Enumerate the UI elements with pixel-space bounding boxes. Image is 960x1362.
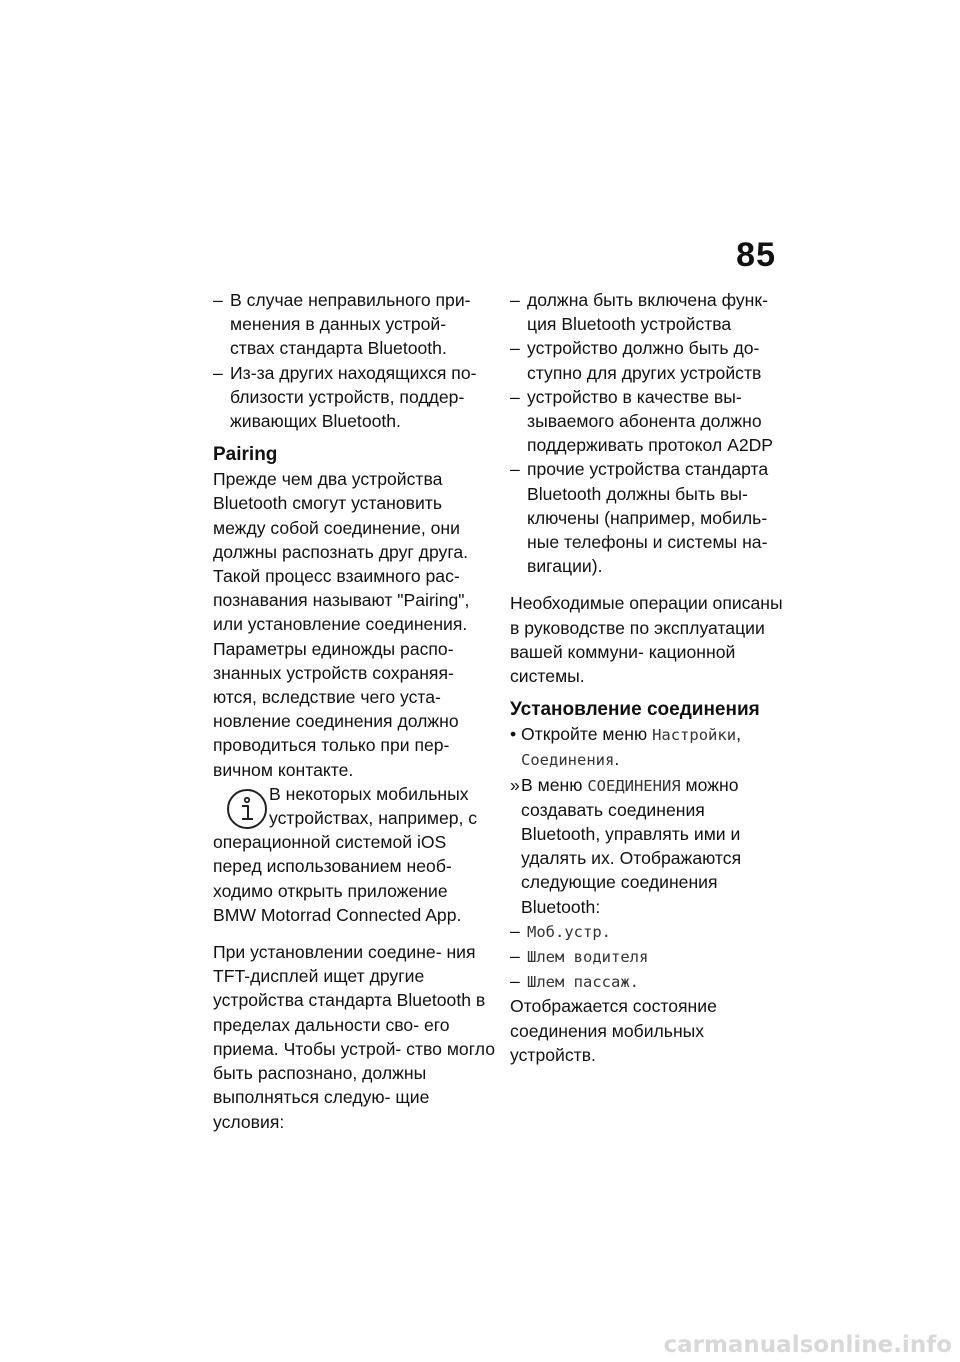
menu-name-connections-caps: СОЕДИНЕНИЯ: [587, 776, 681, 795]
paragraph-pairing: Прежде чем два устройства Bluetooth смогут установить между собой соединение, они должны распознать друг друга. Такой процесс взаимного рас- познавания называют "Pairing", или установление соединения. Параметры единожды распо- знанных устройств сохраняя- ются, вследствие чего уста- новление соединения должно проводиться только при пер- вичном контакте.: [213, 469, 470, 780]
list-item: – прочие устройства стандарта Bluetooth должны быть вы- ключены (например, мобиль- ные телефоны и системы на- вигации).: [510, 457, 785, 578]
info-note: [213, 782, 495, 927]
info-icon: [225, 787, 269, 831]
connection-rider-helmet: Шлем водителя: [527, 948, 649, 967]
paragraph-conditions: При установлении соедине- ния TFT-дисплей ищет другие устройства стандарта Bluetooth в пределах дальности сво- его приема. Чтобы устрой- ство могло быть распознано, должны выполняться следую- щие условия:: [213, 942, 495, 1132]
list-item: – Из-за других находящихся по- близости устройств, поддер- живающих Bluetooth.: [213, 361, 495, 434]
menu-name-connections: Соединения: [521, 751, 615, 770]
connection-item: [510, 944, 785, 969]
note-line: В некоторых мобильных: [269, 783, 469, 804]
left-column: [213, 288, 495, 1134]
paragraph-operations: Необходимые операции описаны в руководстве по эксплуатации вашей коммуни- кационной системы.: [510, 593, 783, 687]
separator: ,: [736, 724, 741, 745]
section-heading-pairing: Pairing: [213, 444, 278, 466]
watermark: carmanualsonline.info: [663, 1332, 952, 1358]
step-open-menu: [510, 722, 785, 772]
step-text: можно создавать соединения Bluetooth, управлять ими и удалять их. Отображаются следующие соединения Bluetooth:: [521, 774, 742, 917]
connection-mobile: Моб.устр.: [527, 922, 611, 941]
paragraph-status: Отображается состояние соединения мобильных устройств.: [510, 996, 717, 1065]
list-item: – В случае неправильного при- менения в данных устрой- ствах стандарта Bluetooth.: [213, 288, 495, 361]
step-result: [510, 773, 785, 919]
step-text: Откройте меню: [521, 724, 648, 745]
step-end: .: [614, 749, 620, 770]
note-line: устройствах, например, с: [269, 808, 478, 829]
connection-passenger-helmet: Шлем пассаж.: [527, 973, 639, 992]
list-item: – должна быть включена функ- ция Bluetooth устройства: [510, 288, 785, 336]
note-text: операционной системой iOS перед использованием необ- ходимо открыть приложение BMW Motorrad Connected App.: [213, 832, 462, 925]
step-text: В меню: [521, 774, 583, 795]
connection-item: [510, 969, 785, 994]
list-item: – устройство в качестве вы- зываемого абонента должно поддерживать протокол A2DP: [510, 385, 785, 458]
connection-item: [510, 919, 785, 944]
page-number: 85: [736, 236, 776, 274]
menu-name-settings: Настройки: [652, 726, 737, 745]
list-item: – устройство должно быть до- ступно для других устройств: [510, 336, 785, 384]
right-column: [510, 288, 785, 1067]
section-heading-connection: Установление соединения: [510, 699, 760, 721]
